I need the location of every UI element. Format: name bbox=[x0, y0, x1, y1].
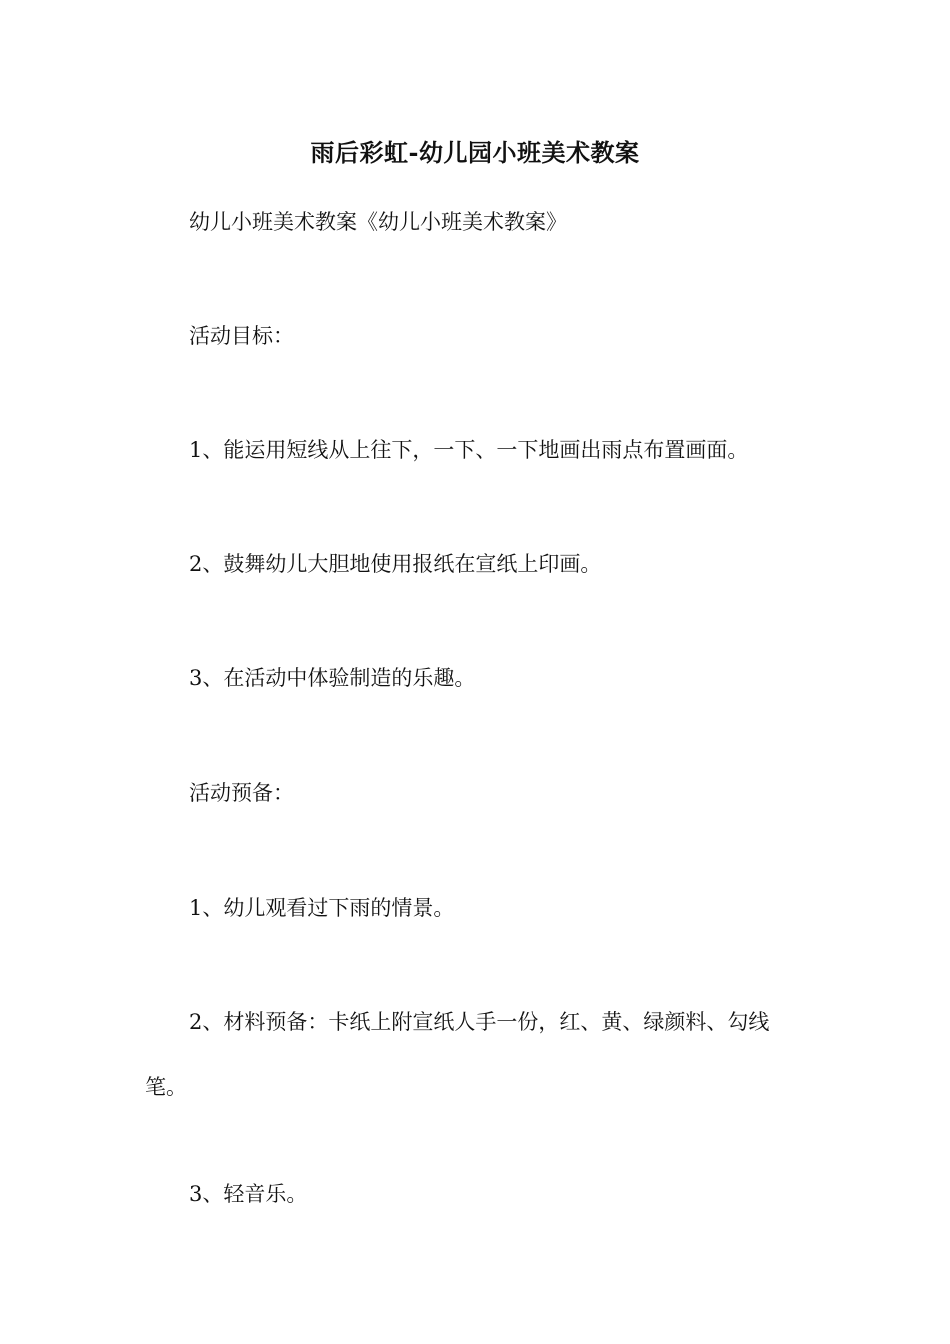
paragraph-text: 3、轻音乐。 bbox=[189, 1182, 308, 1206]
paragraph-prep-1 bbox=[145, 894, 810, 922]
paragraph-text-continued: 笔。 bbox=[145, 1075, 187, 1099]
paragraph-text: 活动预备： bbox=[189, 781, 294, 805]
paragraph-prep-2 bbox=[145, 1008, 810, 1101]
paragraph-text: 1、幼儿观看过下雨的情景。 bbox=[189, 896, 455, 920]
paragraph-goals-heading bbox=[145, 322, 810, 350]
document-title: 雨后彩虹-幼儿园小班美术教案 bbox=[310, 138, 640, 167]
paragraph-text: 1、能运用短线从上往下，一下、一下地画出雨点布置画面。 bbox=[189, 438, 749, 462]
paragraph-subtitle bbox=[145, 208, 810, 236]
paragraph-text: 2、鼓舞幼儿大胆地使用报纸在宣纸上印画。 bbox=[189, 552, 602, 576]
paragraph-prep-heading bbox=[145, 779, 810, 807]
paragraph-text: 幼儿小班美术教案《幼儿小班美术教案》 bbox=[189, 210, 567, 234]
paragraph-text: 活动目标： bbox=[189, 324, 294, 348]
paragraph-text: 3、在活动中体验制造的乐趣。 bbox=[189, 666, 476, 690]
paragraph-goal-3 bbox=[145, 664, 810, 692]
paragraph-goal-1 bbox=[145, 436, 810, 464]
paragraph-text: 2、材料预备：卡纸上附宣纸人手一份，红、黄、绿颜料、勾线 bbox=[189, 1010, 770, 1034]
paragraph-prep-3 bbox=[145, 1180, 810, 1208]
paragraph-goal-2 bbox=[145, 550, 810, 578]
